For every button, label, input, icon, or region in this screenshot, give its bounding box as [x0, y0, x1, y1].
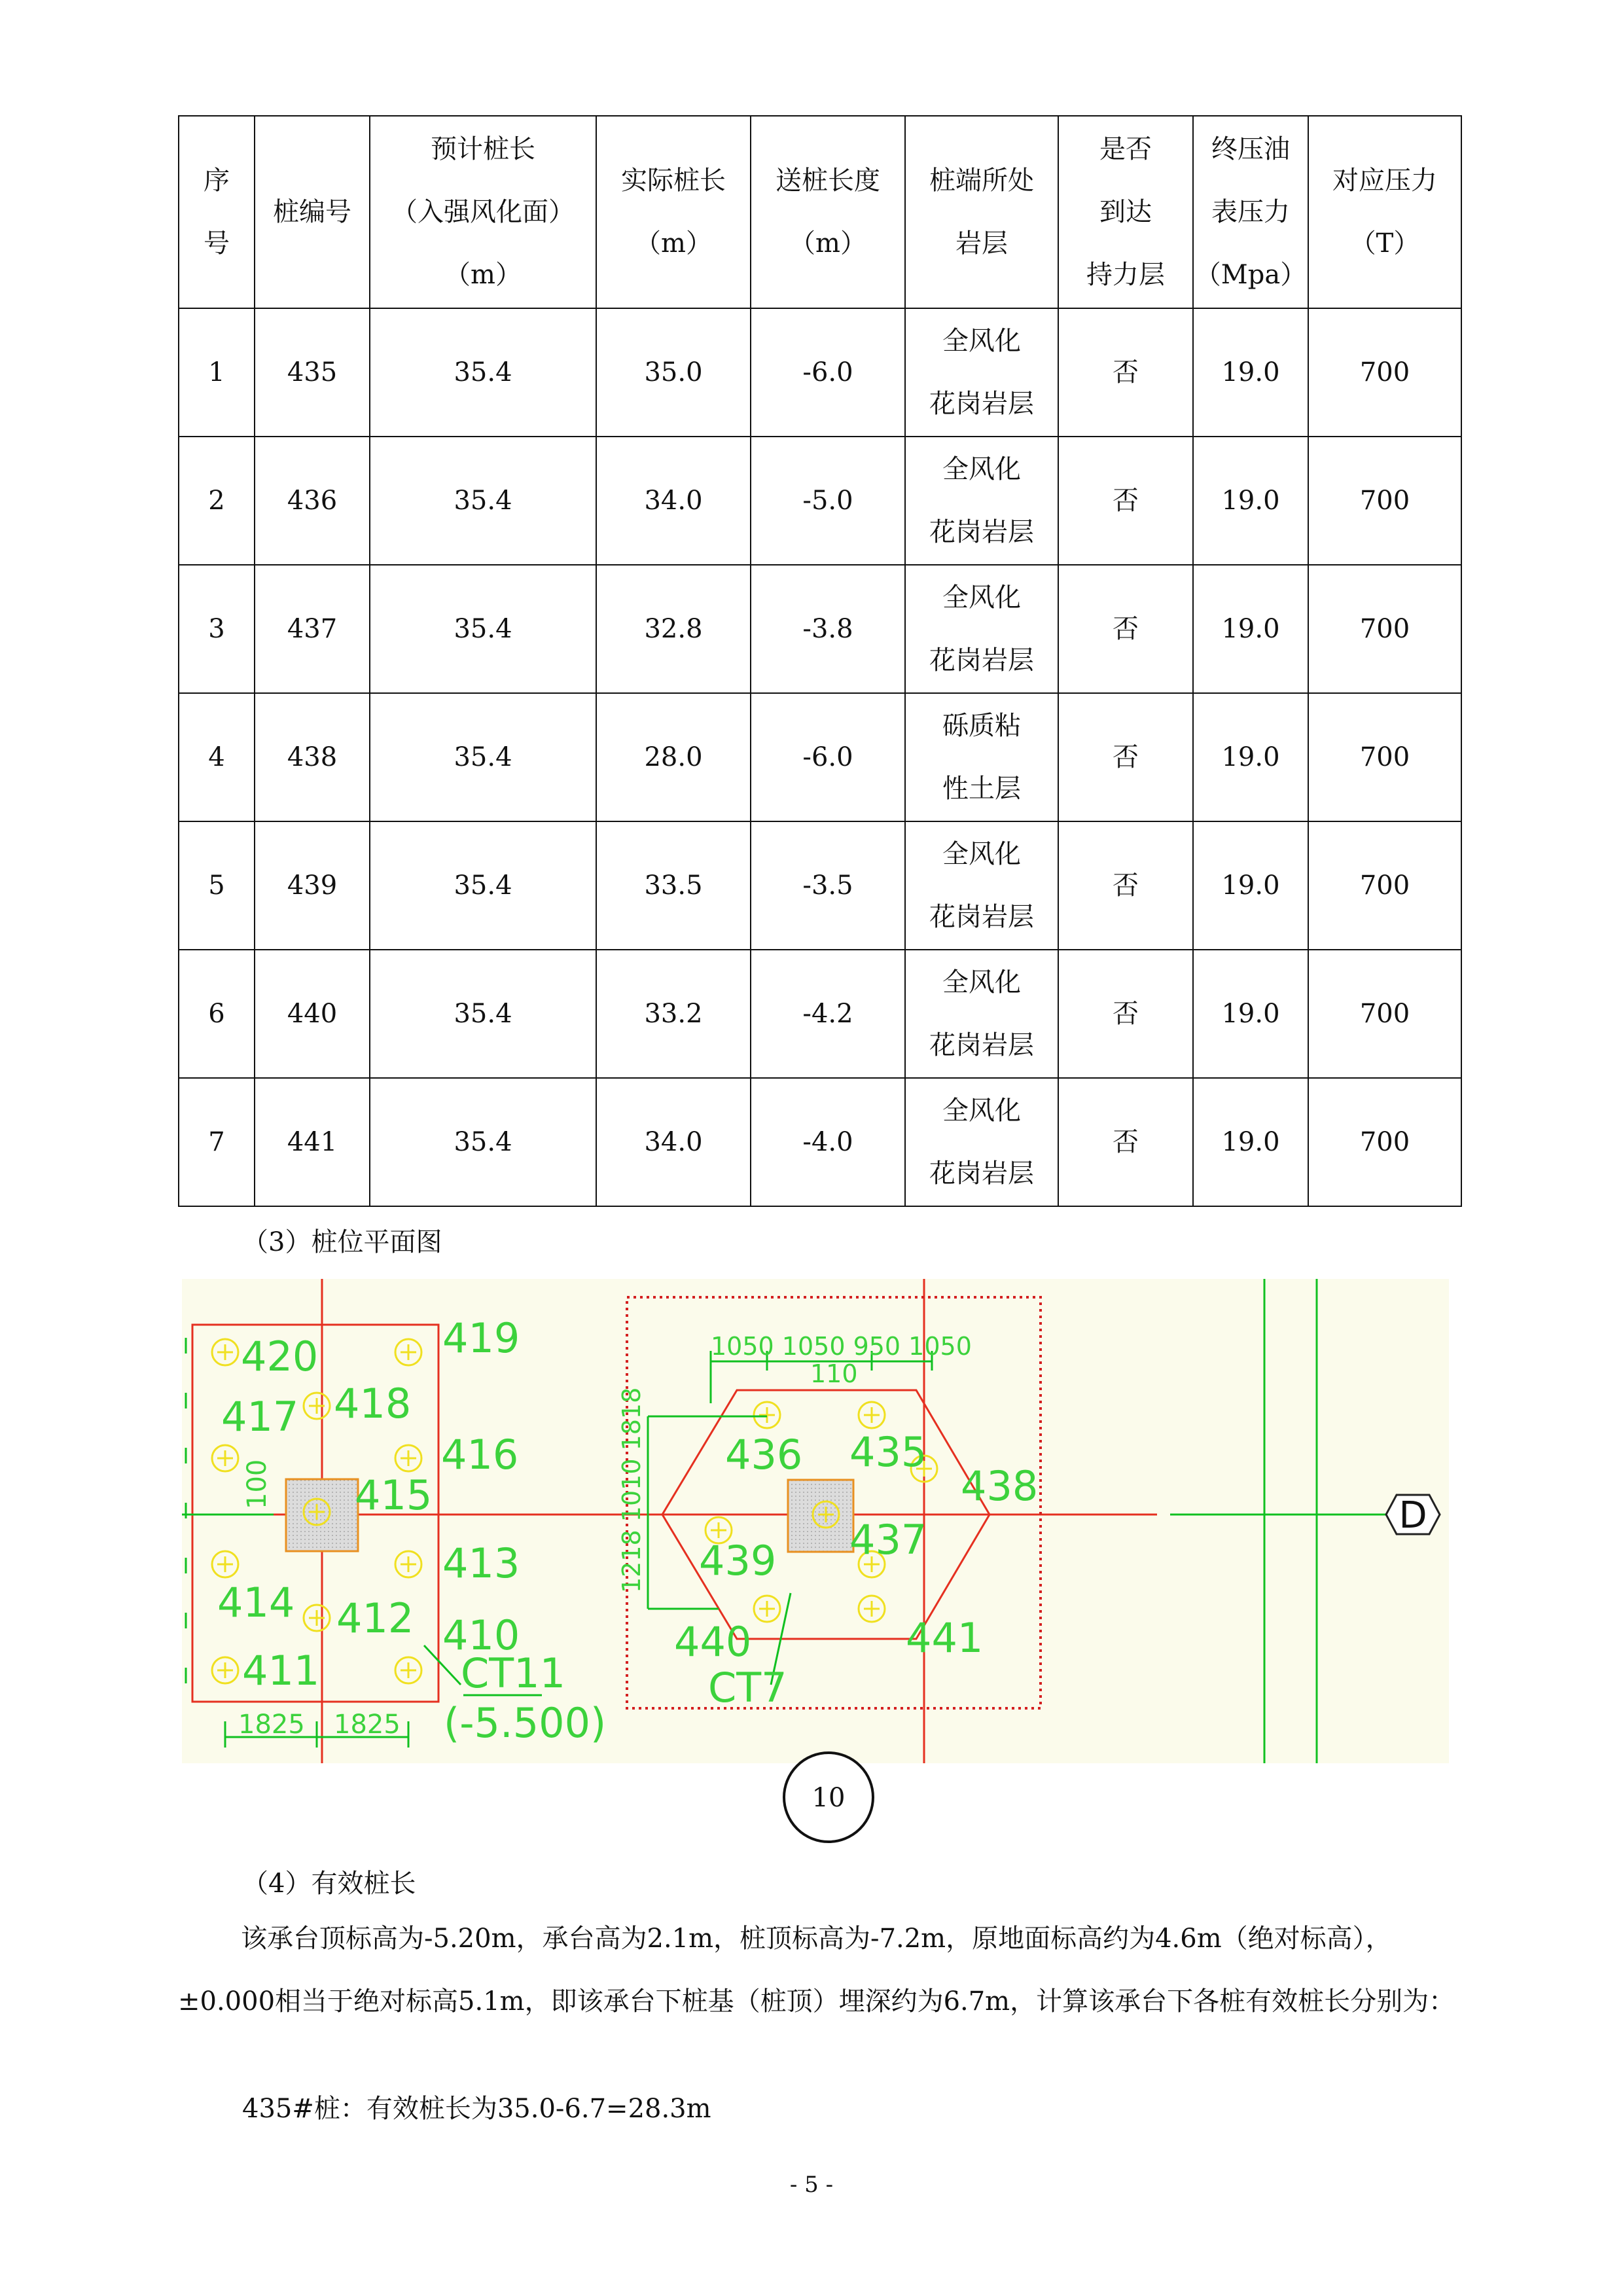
cell-index: 5 [179, 821, 255, 950]
table-row [179, 693, 1461, 821]
page-number: - 5 - [789, 2172, 834, 2198]
cell-expected-length: 35.4 [370, 565, 596, 693]
axis-label-10: 10 [812, 1783, 846, 1813]
cell-expected-length: 35.4 [370, 437, 596, 565]
cell-final-pressure: 19.0 [1193, 821, 1308, 950]
cell-delivery-length: -4.0 [751, 1078, 905, 1206]
header-delivery-length: 送桩长度 （m） [751, 116, 905, 308]
cell-expected-length: 35.4 [370, 950, 596, 1078]
dimension-label: 100 [242, 1459, 272, 1509]
header-pile-id: 桩编号 [255, 116, 370, 308]
cell-final-pressure: 19.0 [1193, 308, 1308, 437]
cell-bearing-reached: 否 [1058, 693, 1193, 821]
axis-bubble-d [1386, 1494, 1440, 1537]
cell-actual-length: 28.0 [596, 693, 751, 821]
cell-load: 700 [1308, 565, 1461, 693]
pile-label: 412 [336, 1594, 414, 1642]
cell-pile-id: 438 [255, 693, 370, 821]
table-header-row [179, 116, 1461, 308]
cell-delivery-length: -6.0 [751, 693, 905, 821]
pile-label: 410 [442, 1611, 520, 1659]
header-actual-length: 实际桩长 （m） [596, 116, 751, 308]
pile-435-result: 435#桩：有效桩长为35.0-6.7=28.3m [242, 2094, 711, 2124]
section3-title: （3）桩位平面图 [242, 1227, 442, 1257]
pile-label: 437 [849, 1516, 927, 1564]
cell-index: 1 [179, 308, 255, 437]
pile-label: 441 [906, 1614, 984, 1662]
cell-expected-length: 35.4 [370, 308, 596, 437]
header-index: 序 号 [179, 116, 255, 308]
cell-load: 700 [1308, 437, 1461, 565]
axis-bubble-10 [775, 1744, 882, 1851]
cell-actual-length: 33.2 [596, 950, 751, 1078]
pile-label: 417 [221, 1393, 299, 1441]
axis-label-d: D [1399, 1494, 1427, 1537]
header-bearing-reached: 是否 到达 持力层 [1058, 116, 1193, 308]
cell-pile-id: 441 [255, 1078, 370, 1206]
pile-label: 416 [441, 1431, 519, 1479]
cell-bearing-reached: 否 [1058, 437, 1193, 565]
table-row [179, 821, 1461, 950]
cell-delivery-length: -5.0 [751, 437, 905, 565]
cell-expected-length: 35.4 [370, 693, 596, 821]
pile-label: 419 [442, 1314, 520, 1362]
header-load: 对应压力 （T） [1308, 116, 1461, 308]
cell-actual-length: 35.0 [596, 308, 751, 437]
ct7-column [788, 1480, 853, 1552]
cell-pile-id: 435 [255, 308, 370, 437]
cell-delivery-length: -3.8 [751, 565, 905, 693]
cell-actual-length: 34.0 [596, 437, 751, 565]
cell-actual-length: 33.5 [596, 821, 751, 950]
dimension-label: 110 [810, 1359, 858, 1388]
pile-label: 413 [442, 1539, 520, 1587]
dimension-label: 1825 [334, 1710, 401, 1740]
cell-delivery-length: -4.2 [751, 950, 905, 1078]
paragraph-effective-length: 该承台顶标高为-5.20m，承台高为2.1m，桩顶标高为-7.2m，原地面标高约为4.6m（绝对标高），±0.000相当于绝对标高5.1m，即该承台下桩基（桩顶）埋深约为6.7m，计算该承台下各桩有效桩长分别为： [178, 1924, 1455, 2017]
pile-label: 415 [355, 1471, 433, 1519]
cell-index: 4 [179, 693, 255, 821]
table-row [179, 437, 1461, 565]
cell-actual-length: 34.0 [596, 1078, 751, 1206]
pile-label: 414 [217, 1579, 295, 1626]
cell-pile-id: 437 [255, 565, 370, 693]
cell-final-pressure: 19.0 [1193, 950, 1308, 1078]
cell-index: 6 [179, 950, 255, 1078]
cell-bearing-reached: 否 [1058, 308, 1193, 437]
cell-pile-id: 440 [255, 950, 370, 1078]
cap-label-ct7: CT7 [708, 1664, 787, 1712]
cell-bearing-reached: 否 [1058, 821, 1193, 950]
cell-rock-layer: 全风化 花岗岩层 [905, 821, 1058, 950]
pile-label: 440 [674, 1618, 752, 1666]
cell-actual-length: 32.8 [596, 565, 751, 693]
cell-delivery-length: -3.5 [751, 821, 905, 950]
cell-rock-layer: 全风化 花岗岩层 [905, 565, 1058, 693]
cell-load: 700 [1308, 693, 1461, 821]
header-rock-layer: 桩端所处 岩层 [905, 116, 1058, 308]
cell-load: 700 [1308, 821, 1461, 950]
cell-delivery-length: -6.0 [751, 308, 905, 437]
header-final-pressure: 终压油 表压力 （Mpa） [1193, 116, 1308, 308]
cell-bearing-reached: 否 [1058, 1078, 1193, 1206]
cell-expected-length: 35.4 [370, 1078, 596, 1206]
dimension-label: 1218 1010 1818 [617, 1387, 646, 1593]
cell-final-pressure: 19.0 [1193, 693, 1308, 821]
pile-label: 418 [334, 1380, 412, 1427]
cell-load: 700 [1308, 1078, 1461, 1206]
section4-title: （4）有效桩长 [242, 1869, 416, 1899]
cell-final-pressure: 19.0 [1193, 1078, 1308, 1206]
table-row [179, 1078, 1461, 1206]
cell-bearing-reached: 否 [1058, 565, 1193, 693]
cell-index: 7 [179, 1078, 255, 1206]
cell-rock-layer: 砾质粘 性土层 [905, 693, 1058, 821]
cell-rock-layer: 全风化 花岗岩层 [905, 308, 1058, 437]
cell-rock-layer: 全风化 花岗岩层 [905, 950, 1058, 1078]
cell-load: 700 [1308, 950, 1461, 1078]
table-row [179, 950, 1461, 1078]
dimension-label: 1825 [238, 1710, 305, 1740]
ct11-column [286, 1479, 358, 1551]
cap-elevation: (-5.500) [444, 1699, 607, 1747]
header-expected-length: 预计桩长 （入强风化面） （m） [370, 116, 596, 308]
pile-label: 436 [725, 1431, 803, 1479]
dimension-label: 1050 1050 950 1050 [711, 1332, 972, 1361]
cell-pile-id: 439 [255, 821, 370, 950]
pile-layout-plan [182, 1279, 1449, 1763]
cell-rock-layer: 全风化 花岗岩层 [905, 1078, 1058, 1206]
pile-label: 411 [242, 1647, 320, 1695]
pile-data-table [178, 115, 1462, 1207]
cell-index: 2 [179, 437, 255, 565]
cell-index: 3 [179, 565, 255, 693]
pile-label: 438 [961, 1462, 1039, 1510]
pile-label: 439 [699, 1537, 777, 1585]
cell-bearing-reached: 否 [1058, 950, 1193, 1078]
cell-rock-layer: 全风化 花岗岩层 [905, 437, 1058, 565]
cell-final-pressure: 19.0 [1193, 565, 1308, 693]
cell-final-pressure: 19.0 [1193, 437, 1308, 565]
cell-load: 700 [1308, 308, 1461, 437]
cap-label-ct11: CT11 [461, 1649, 566, 1697]
table-row [179, 308, 1461, 437]
pile-label: 435 [849, 1428, 927, 1476]
pile-label: 420 [241, 1333, 319, 1380]
table-row [179, 565, 1461, 693]
cell-expected-length: 35.4 [370, 821, 596, 950]
cell-pile-id: 436 [255, 437, 370, 565]
